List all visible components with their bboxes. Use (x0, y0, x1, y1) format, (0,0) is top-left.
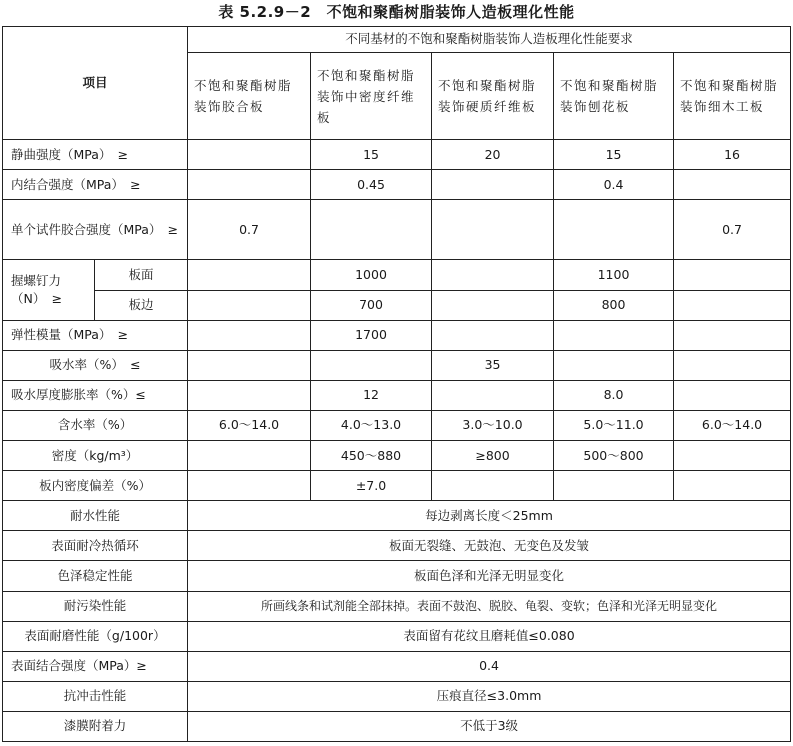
row-sublabel-face: 板面 (95, 260, 188, 290)
table-row (3, 561, 791, 591)
cell (432, 320, 554, 350)
row-label-water-absorption: 吸水率（%） ≤ (3, 350, 188, 380)
cell: 1700 (311, 320, 432, 350)
cell (432, 290, 554, 320)
cell (188, 380, 311, 410)
cell: 3.0～10.0 (432, 410, 554, 440)
row-label-abrasion: 表面耐磨性能（g/100r） (3, 621, 188, 651)
properties-table (2, 26, 791, 742)
cell: 20 (432, 140, 554, 170)
table-row (3, 501, 791, 531)
cell: 0.7 (674, 200, 791, 260)
cell (188, 290, 311, 320)
row-label-moisture: 含水率（%） (3, 410, 188, 440)
cell: 6.0～14.0 (674, 410, 791, 440)
cell: 6.0～14.0 (188, 410, 311, 440)
cell: 16 (674, 140, 791, 170)
cell (432, 260, 554, 290)
cell (554, 350, 674, 380)
row-label-glue-strength: 单个试件胶合强度（MPa） ≥ (3, 200, 188, 260)
header-col-blockboard: 不饱和聚酯树脂装饰细木工板 (674, 52, 791, 139)
cell (674, 290, 791, 320)
table-row (3, 290, 791, 320)
cell: 12 (311, 380, 432, 410)
table-row (3, 471, 791, 501)
header-col-hardboard: 不饱和聚酯树脂装饰硬质纤维板 (432, 52, 554, 139)
cell (188, 441, 311, 471)
cell (554, 200, 674, 260)
row-label-elastic: 弹性模量（MPa） ≥ (3, 320, 188, 350)
cell (674, 380, 791, 410)
header-group: 不同基材的不饱和聚酯树脂装饰人造板理化性能要求 (188, 27, 791, 53)
cell (674, 260, 791, 290)
table-row (3, 531, 791, 561)
row-label-internal-bond: 内结合强度（MPa） ≥ (3, 170, 188, 200)
row-label-surface-bond: 表面结合强度（MPa）≥ (3, 651, 188, 681)
table-row (3, 380, 791, 410)
table-row (3, 170, 791, 200)
cell-surface-bond: 0.4 (188, 651, 791, 681)
cell: 0.7 (188, 200, 311, 260)
table-row (3, 410, 791, 440)
cell: 1000 (311, 260, 432, 290)
header-col-particleboard: 不饱和聚酯树脂装饰刨花板 (554, 52, 674, 139)
cell (311, 350, 432, 380)
cell (188, 320, 311, 350)
cell: 35 (432, 350, 554, 380)
row-sublabel-edge: 板边 (95, 290, 188, 320)
cell: 500～800 (554, 441, 674, 471)
row-label-screw: 握螺钉力（N） ≥ (3, 260, 95, 320)
header-col-plywood: 不饱和聚酯树脂装饰胶合板 (188, 52, 311, 139)
cell: 0.45 (311, 170, 432, 200)
cell: ±7.0 (311, 471, 432, 501)
table-title: 表 5.2.9－2 不饱和聚酯树脂装饰人造板理化性能 (218, 3, 575, 21)
cell: 15 (311, 140, 432, 170)
cell-cold-heat: 板面无裂缝、无鼓泡、无变色及发皱 (188, 531, 791, 561)
cell (432, 471, 554, 501)
row-label-density-deviation: 板内密度偏差（%） (3, 471, 188, 501)
table-row (3, 681, 791, 711)
cell: 15 (554, 140, 674, 170)
row-label-bending: 静曲强度（MPa） ≥ (3, 140, 188, 170)
cell (188, 140, 311, 170)
cell-color-stability: 板面色泽和光泽无明显变化 (188, 561, 791, 591)
cell: 1100 (554, 260, 674, 290)
cell (674, 471, 791, 501)
cell (674, 350, 791, 380)
table-row (3, 320, 791, 350)
cell: ≥800 (432, 441, 554, 471)
cell (554, 471, 674, 501)
table-row (3, 651, 791, 681)
cell (188, 471, 311, 501)
cell: 5.0～11.0 (554, 410, 674, 440)
header-col-mdf: 不饱和聚酯树脂装饰中密度纤维板 (311, 52, 432, 139)
cell (674, 320, 791, 350)
cell (188, 350, 311, 380)
cell (554, 320, 674, 350)
cell (188, 170, 311, 200)
cell (432, 380, 554, 410)
cell: 450～880 (311, 441, 432, 471)
cell: 0.4 (554, 170, 674, 200)
row-label-impact: 抗冲击性能 (3, 681, 188, 711)
cell (188, 260, 311, 290)
table-row (3, 591, 791, 621)
row-label-water-resistance: 耐水性能 (3, 501, 188, 531)
cell (432, 200, 554, 260)
table-row (3, 441, 791, 471)
cell (674, 170, 791, 200)
cell-stain-resistance: 所画线条和试剂能全部抹掉。表面不鼓泡、脱胶、龟裂、变软；色泽和光泽无明显变化 (188, 591, 791, 621)
table-row (3, 621, 791, 651)
table-row (3, 350, 791, 380)
cell: 800 (554, 290, 674, 320)
cell (432, 170, 554, 200)
row-label-density: 密度（kg/m³） (3, 441, 188, 471)
cell-impact: 压痕直径≤3.0mm (188, 681, 791, 711)
cell (674, 441, 791, 471)
cell-abrasion: 表面留有花纹且磨耗值≤0.080 (188, 621, 791, 651)
table-row (3, 140, 791, 170)
row-label-swelling: 吸水厚度膨胀率（%）≤ (3, 380, 188, 410)
row-label-color-stability: 色泽稳定性能 (3, 561, 188, 591)
row-label-adhesion: 漆膜附着力 (3, 711, 188, 741)
header-row-group (3, 27, 791, 53)
cell: 8.0 (554, 380, 674, 410)
table-row (3, 200, 791, 260)
table-row (3, 260, 791, 290)
cell: 4.0～13.0 (311, 410, 432, 440)
header-item: 项目 (3, 27, 188, 140)
cell-adhesion: 不低于3级 (188, 711, 791, 741)
table-row (3, 711, 791, 741)
row-label-stain-resistance: 耐污染性能 (3, 591, 188, 621)
cell-water-resistance: 每边剥离长度＜25mm (188, 501, 791, 531)
row-label-cold-heat: 表面耐冷热循环 (3, 531, 188, 561)
cell (311, 200, 432, 260)
cell: 700 (311, 290, 432, 320)
